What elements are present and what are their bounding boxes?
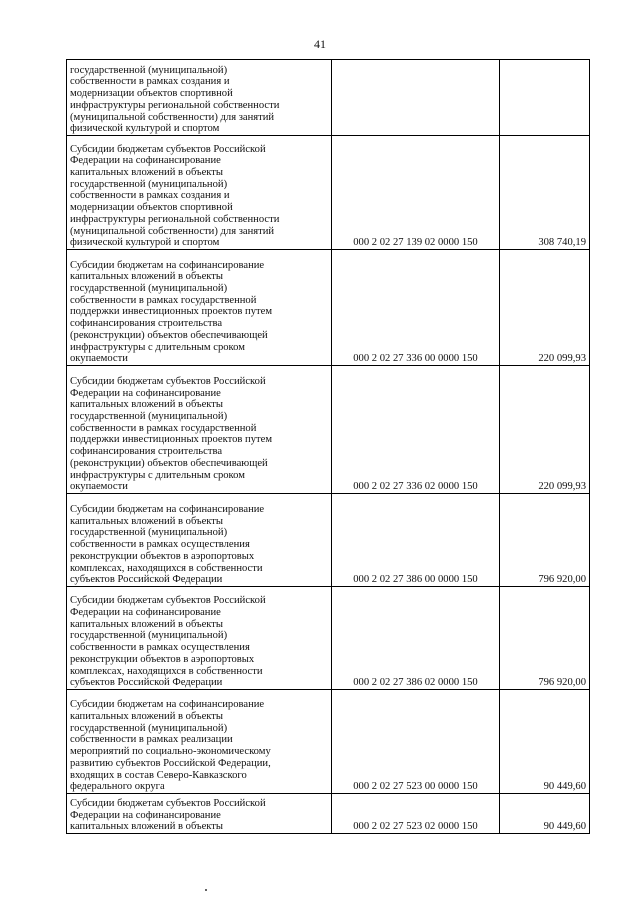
description-line: собственности в рамках осуществления (70, 539, 250, 551)
description-line: комплексах, находящихся в собственности (70, 665, 263, 677)
amount-cell: 220 099,93 (500, 366, 590, 494)
row-description (67, 587, 332, 690)
description-line: (реконструкции) объектов обеспечивающей (70, 457, 268, 469)
revenue-code-cell: 000 2 02 27 523 02 0000 150 (332, 794, 500, 834)
description-line: Федерации на софинансирование (70, 809, 221, 821)
description-line: модернизации объектов спортивной (70, 88, 233, 100)
description-line: собственности в рамках создания и (70, 190, 230, 202)
amount-cell: 90 449,60 (500, 794, 590, 834)
row-description (67, 494, 332, 587)
amount-cell (500, 60, 590, 136)
description-line: государственной (муниципальной) (70, 64, 228, 76)
page-number: 41 (314, 37, 326, 51)
table-row (67, 366, 590, 494)
description-line: Федерации на софинансирование (70, 607, 221, 619)
description-line: государственной (муниципальной) (70, 630, 228, 642)
description-line: окупаемости (70, 353, 128, 365)
description-line: (муниципальной собственности) для занятий (70, 111, 275, 123)
description-line: модернизации объектов спортивной (70, 202, 233, 214)
description-line: Субсидии бюджетам субъектов Российской (70, 375, 266, 387)
description-line: Субсидии бюджетам субъектов Российской (70, 143, 266, 155)
row-description (67, 136, 332, 250)
table-row (67, 60, 590, 136)
description-line: государственной (муниципальной) (70, 527, 228, 539)
description-line: государственной (муниципальной) (70, 283, 228, 295)
description-line: физической культурой и спортом (70, 123, 220, 135)
description-line: государственной (муниципальной) (70, 722, 228, 734)
description-line: капитальных вложений в объекты (70, 515, 224, 527)
scan-speck (205, 889, 207, 891)
description-line: реконструкции объектов в аэропортовых (70, 550, 255, 562)
description-line: государственной (муниципальной) (70, 178, 228, 190)
revenue-code-cell (332, 60, 500, 136)
description-line: Субсидии бюджетам на софинансирование (70, 504, 265, 516)
revenue-code-cell: 000 2 02 27 336 02 0000 150 (332, 366, 500, 494)
description-line: субъектов Российской Федерации (70, 574, 223, 586)
description-line: субъектов Российской Федерации (70, 677, 223, 689)
table-row (67, 690, 590, 794)
description-line: физической культурой и спортом (70, 237, 220, 249)
description-line: инфраструктуры с длительным сроком (70, 341, 245, 353)
table-row (67, 250, 590, 366)
description-line: реконструкции объектов в аэропортовых (70, 653, 255, 665)
row-description (67, 794, 332, 834)
description-line: капитальных вложений в объекты (70, 271, 224, 283)
description-line: собственности в рамках государственной (70, 422, 257, 434)
description-line: Федерации на софинансирование (70, 387, 221, 399)
table-body (67, 60, 590, 834)
description-line: капитальных вложений в объекты (70, 821, 224, 833)
description-line: государственной (муниципальной) (70, 411, 228, 423)
amount-cell: 90 449,60 (500, 690, 590, 794)
description-line: капитальных вложений в объекты (70, 399, 224, 411)
revenue-code-cell: 000 2 02 27 336 00 0000 150 (332, 250, 500, 366)
description-line: окупаемости (70, 481, 128, 493)
revenue-code-cell: 000 2 02 27 386 00 0000 150 (332, 494, 500, 587)
description-line: собственности в рамках создания и (70, 76, 230, 88)
description-line: Субсидии бюджетам субъектов Российской (70, 595, 266, 607)
description-line: софинансирования строительства (70, 318, 223, 330)
revenue-code-cell: 000 2 02 27 139 02 0000 150 (332, 136, 500, 250)
description-line: (реконструкции) объектов обеспечивающей (70, 329, 268, 341)
row-description (67, 690, 332, 794)
description-line: Субсидии бюджетам субъектов Российской (70, 797, 266, 809)
table-row (67, 794, 590, 834)
description-line: (муниципальной собственности) для занятий (70, 225, 275, 237)
description-line: мероприятий по социально-экономическому (70, 746, 271, 758)
description-line: собственности в рамках государственной (70, 294, 257, 306)
description-line: развитию субъектов Российской Федерации, (70, 757, 271, 769)
amount-cell: 308 740,19 (500, 136, 590, 250)
table-row (67, 494, 590, 587)
table-row (67, 587, 590, 690)
revenue-code-cell: 000 2 02 27 523 00 0000 150 (332, 690, 500, 794)
amount-cell: 220 099,93 (500, 250, 590, 366)
description-line: комплексах, находящихся в собственности (70, 562, 263, 574)
description-line: софинансирования строительства (70, 446, 223, 458)
description-line: федерального округа (70, 781, 165, 793)
description-line: Субсидии бюджетам на софинансирование (70, 259, 265, 271)
row-description (67, 366, 332, 494)
row-description (67, 250, 332, 366)
description-line: поддержки инвестиционных проектов путем (70, 434, 273, 446)
table-row (67, 136, 590, 250)
revenue-code-cell: 000 2 02 27 386 02 0000 150 (332, 587, 500, 690)
description-line: Субсидии бюджетам на софинансирование (70, 699, 265, 711)
description-line: поддержки инвестиционных проектов путем (70, 306, 273, 318)
description-line: инфраструктуры с длительным сроком (70, 469, 245, 481)
description-line: входящих в состав Северо-Кавказского (70, 769, 247, 781)
description-line: инфраструктуры региональной собственности (70, 213, 280, 225)
description-line: собственности в рамках осуществления (70, 642, 250, 654)
budget-revenue-table (66, 59, 590, 834)
amount-cell: 796 920,00 (500, 494, 590, 587)
description-line: капитальных вложений в объекты (70, 618, 224, 630)
amount-cell: 796 920,00 (500, 587, 590, 690)
description-line: инфраструктуры региональной собственности (70, 99, 280, 111)
row-description (67, 60, 332, 136)
description-line: Федерации на софинансирование (70, 155, 221, 167)
description-line: капитальных вложений в объекты (70, 167, 224, 179)
description-line: капитальных вложений в объекты (70, 711, 224, 723)
description-line: собственности в рамках реализации (70, 734, 233, 746)
